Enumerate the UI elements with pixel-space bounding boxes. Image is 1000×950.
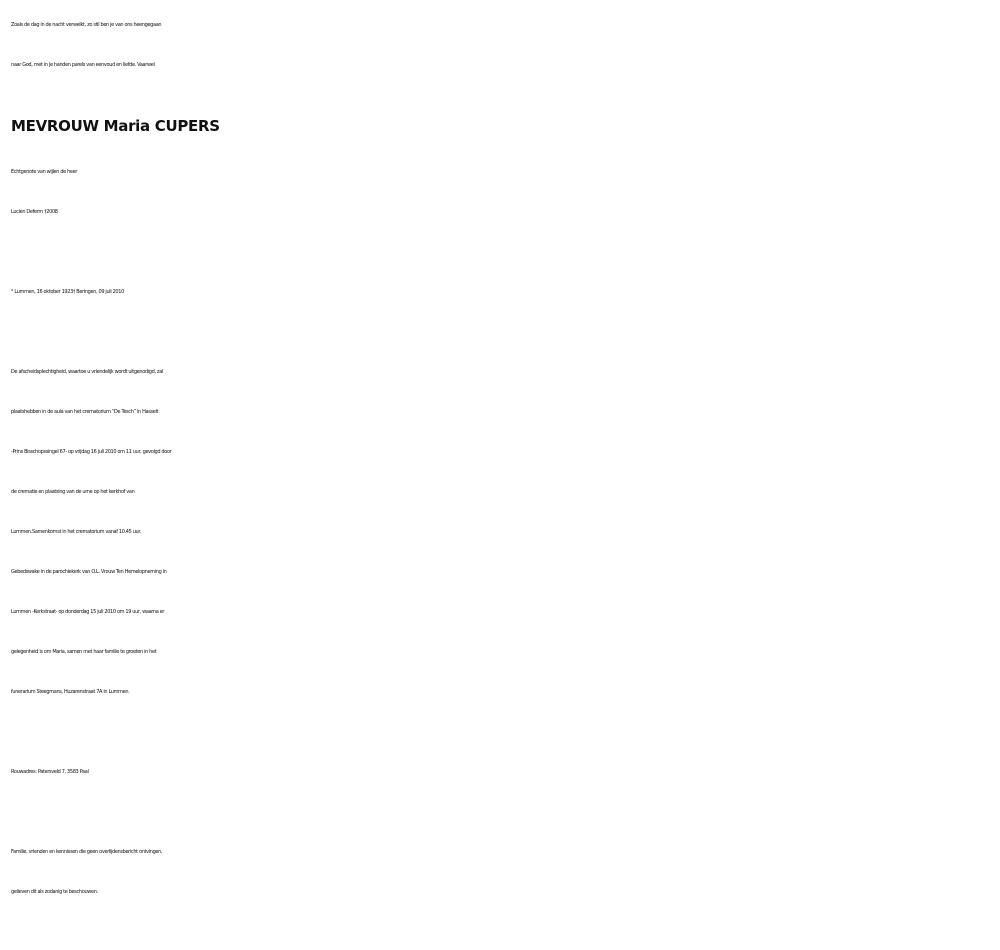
ceremony-line: funerarium Steegmans, Huzarenstraat 7A in Lummen. xyxy=(11,689,130,695)
spouse-block xyxy=(11,152,996,232)
ceremony-line: Gebedswake in de parochiekerk van O.L. Vrouw Ten Hemelopneming in xyxy=(11,569,167,575)
closing-line: gelieven dit als zodanig te beschouwen. xyxy=(11,889,98,895)
poem-line: naar God, met in je handen parels van eenvoud en liefde. Vaarwel xyxy=(11,62,155,68)
ceremony-block xyxy=(11,352,996,712)
spouse-line: Echtgenote van wijlen de heer xyxy=(11,169,78,175)
closing-block xyxy=(11,832,996,912)
ceremony-line: Lummen.Samenkomst in het crematorium vanaf 10.45 uur. xyxy=(11,529,141,535)
spacer xyxy=(11,312,996,352)
spouse-line: Lucien Deferm †2008 xyxy=(11,209,58,215)
closing-line: Familie, vrienden en kennissen die geen overlijdensbericht ontvingen, xyxy=(11,849,163,855)
obituary-document xyxy=(11,0,996,912)
spacer xyxy=(11,232,996,272)
ceremony-line: De afscheidsplechtigheid, waartoe u vriendelijk wordt uitgenodigd, zal xyxy=(11,369,163,375)
spacer xyxy=(11,712,996,752)
deceased-name: MEVROUW Maria CUPERS xyxy=(11,117,220,135)
spacer xyxy=(11,792,996,832)
ceremony-line: -Prins Bisschopssingel 67- op vrijdag 16 juli 2010 om 11 uur, gevolgd door xyxy=(11,449,172,455)
poem-line: Zoals de dag in de nacht verwelkt, zo stil ben je van ons heengegaan xyxy=(11,22,162,28)
ceremony-line: gelegenheid is om Maria, samen met haar familie te groeten in het xyxy=(11,649,157,655)
poem-block xyxy=(11,5,996,85)
mourning-address: Rouwadres: Patersveld 7, 3583 Paal xyxy=(11,769,89,775)
ceremony-line: plaatshebben in de aula van het crematorium “De Tesch” in Hasselt xyxy=(11,409,159,415)
ceremony-line: de crematie en plaatsing van de urne op het kerkhof van xyxy=(11,489,135,495)
life-dates: ° Lummen, 16 oktober 1923† Beringen, 09 juli 2010 xyxy=(11,289,124,295)
ceremony-line: Lummen -Kerkstraat- op donderdag 15 juli 2010 om 19 uur, waarna er xyxy=(11,609,165,615)
